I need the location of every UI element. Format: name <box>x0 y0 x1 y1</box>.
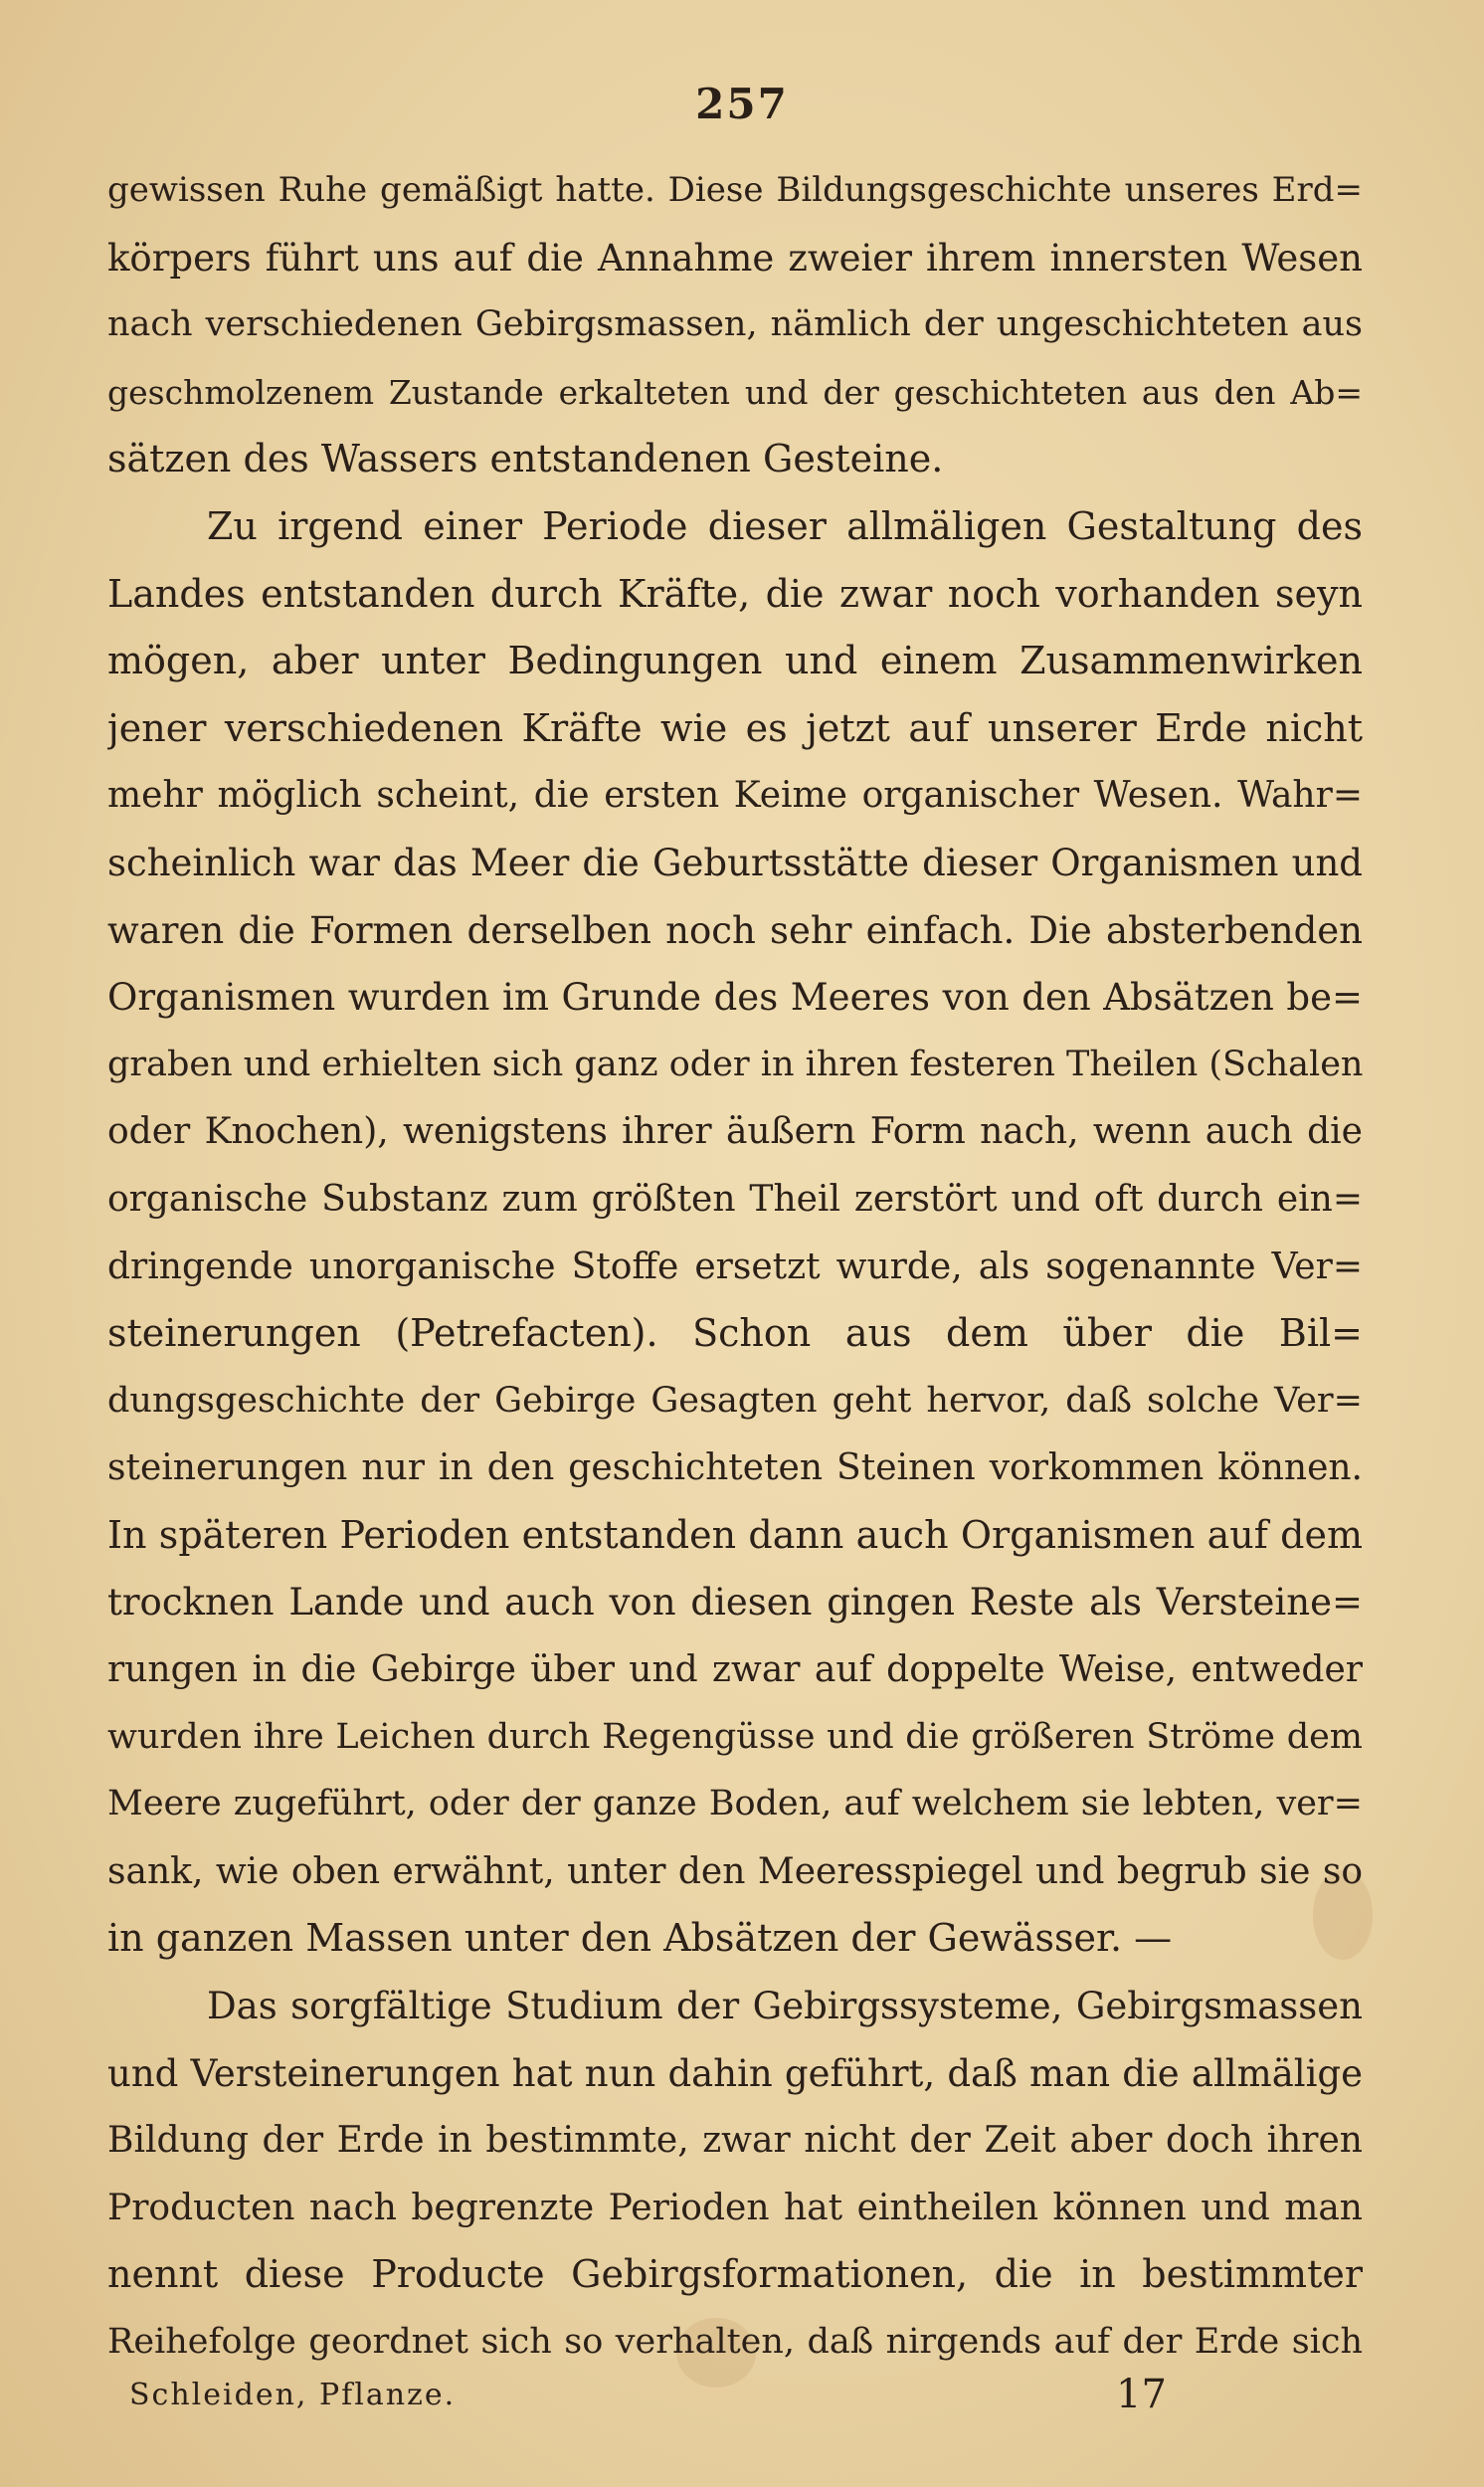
text-line: Producten nach begrenzte Perioden hat eintheilen können und man <box>107 2187 1363 2228</box>
text-line: dungsgeschichte der Gebirge Gesagten geht hervor, daß solche Ver= <box>107 1380 1363 1421</box>
text-line: Reihefolge geordnet sich so verhalten, daß nirgends auf der Erde sich <box>107 2322 1363 2362</box>
text-line: sank, wie oben erwähnt, unter den Meeresspiegel und begrub sie so <box>107 1850 1363 1892</box>
sheet-number: 17 <box>1116 2372 1167 2417</box>
text-line: sätzen des Wassers entstandenen Gesteine. <box>107 437 944 481</box>
text-line: und Versteinerungen hat nun dahin geführt, daß man die allmälige <box>107 2051 1363 2095</box>
text-line: steinerungen nur in den geschichteten Steinen vorkommen können. <box>107 1447 1363 1489</box>
text-line: organische Substanz zum größten Theil zerstört und oft durch ein= <box>107 1178 1363 1220</box>
body-text <box>107 157 1363 2377</box>
paragraph <box>107 1973 1363 2377</box>
text-line: scheinlich war das Meer die Geburtsstätte dieser Organismen und <box>107 841 1363 884</box>
text-line: dringende unorganische Stoffe ersetzt wurde, als sogenannte Ver= <box>107 1245 1363 1287</box>
text-line: graben und erhielten sich ganz oder in ihren festeren Theilen (Schalen <box>107 1044 1363 1084</box>
text-line: mögen, aber unter Bedingungen und einem Zusammenwirken <box>107 639 1363 683</box>
text-line: geschmolzenem Zustande erkalteten und der geschichteten aus den Ab= <box>107 372 1363 412</box>
text-line: trocknen Lande und auch von diesen gingen Reste als Versteine= <box>107 1581 1363 1625</box>
text-line: körpers führt uns auf die Annahme zweier ihrem innersten Wesen <box>107 236 1363 280</box>
page-footer <box>129 2372 1184 2427</box>
text-line: nennt diese Producte Gebirgsformationen, die in bestimmter <box>107 2252 1363 2297</box>
text-line: gewissen Ruhe gemäßigt hatte. Diese Bildungsgeschichte unseres Erd= <box>107 170 1363 210</box>
signature-mark: Schleiden, Pflanze. <box>129 2378 457 2412</box>
paragraph <box>107 493 1363 1973</box>
text-line: In späteren Perioden entstanden dann auch Organismen auf dem <box>107 1512 1363 1557</box>
text-line: mehr möglich scheint, die ersten Keime organischer Wesen. Wahr= <box>107 775 1363 817</box>
text-line: Das sorgfältige Studium der Gebirgssysteme, Gebirgsmassen <box>207 1985 1363 2028</box>
text-line: steinerungen (Petrefacten). Schon aus dem über die Bil= <box>107 1311 1363 1356</box>
paragraph <box>107 157 1363 493</box>
text-line: waren die Formen derselben noch sehr einfach. Die absterbenden <box>107 908 1363 952</box>
text-line: Landes entstanden durch Kräfte, die zwar noch vorhanden seyn <box>107 571 1363 616</box>
text-line: oder Knochen), wenigstens ihrer äußern Form nach, wenn auch die <box>107 1111 1363 1153</box>
text-line: rungen in die Gebirge über und zwar auf doppelte Weise, entweder <box>107 1649 1363 1691</box>
text-line: Zu irgend einer Periode dieser allmäligen Gestaltung des <box>207 503 1363 548</box>
text-line: Meere zugeführt, oder der ganze Boden, auf welchem sie lebten, ver= <box>107 1784 1363 1824</box>
page-number: 257 <box>695 80 789 128</box>
text-line: wurden ihre Leichen durch Regengüsse und die größeren Ströme dem <box>107 1716 1363 1757</box>
text-line: jener verschiedenen Kräfte wie es jetzt auf unserer Erde nicht <box>107 705 1363 750</box>
text-line: Organismen wurden im Grunde des Meeres von den Absätzen be= <box>107 976 1363 1020</box>
text-line: in ganzen Massen unter den Absätzen der Gewässer. — <box>107 1916 1173 1961</box>
text-line: Bildung der Erde in bestimmte, zwar nicht der Zeit aber doch ihren <box>107 2120 1363 2162</box>
text-line: nach verschiedenen Gebirgsmassen, nämlich der ungeschichteten aus <box>107 304 1363 345</box>
